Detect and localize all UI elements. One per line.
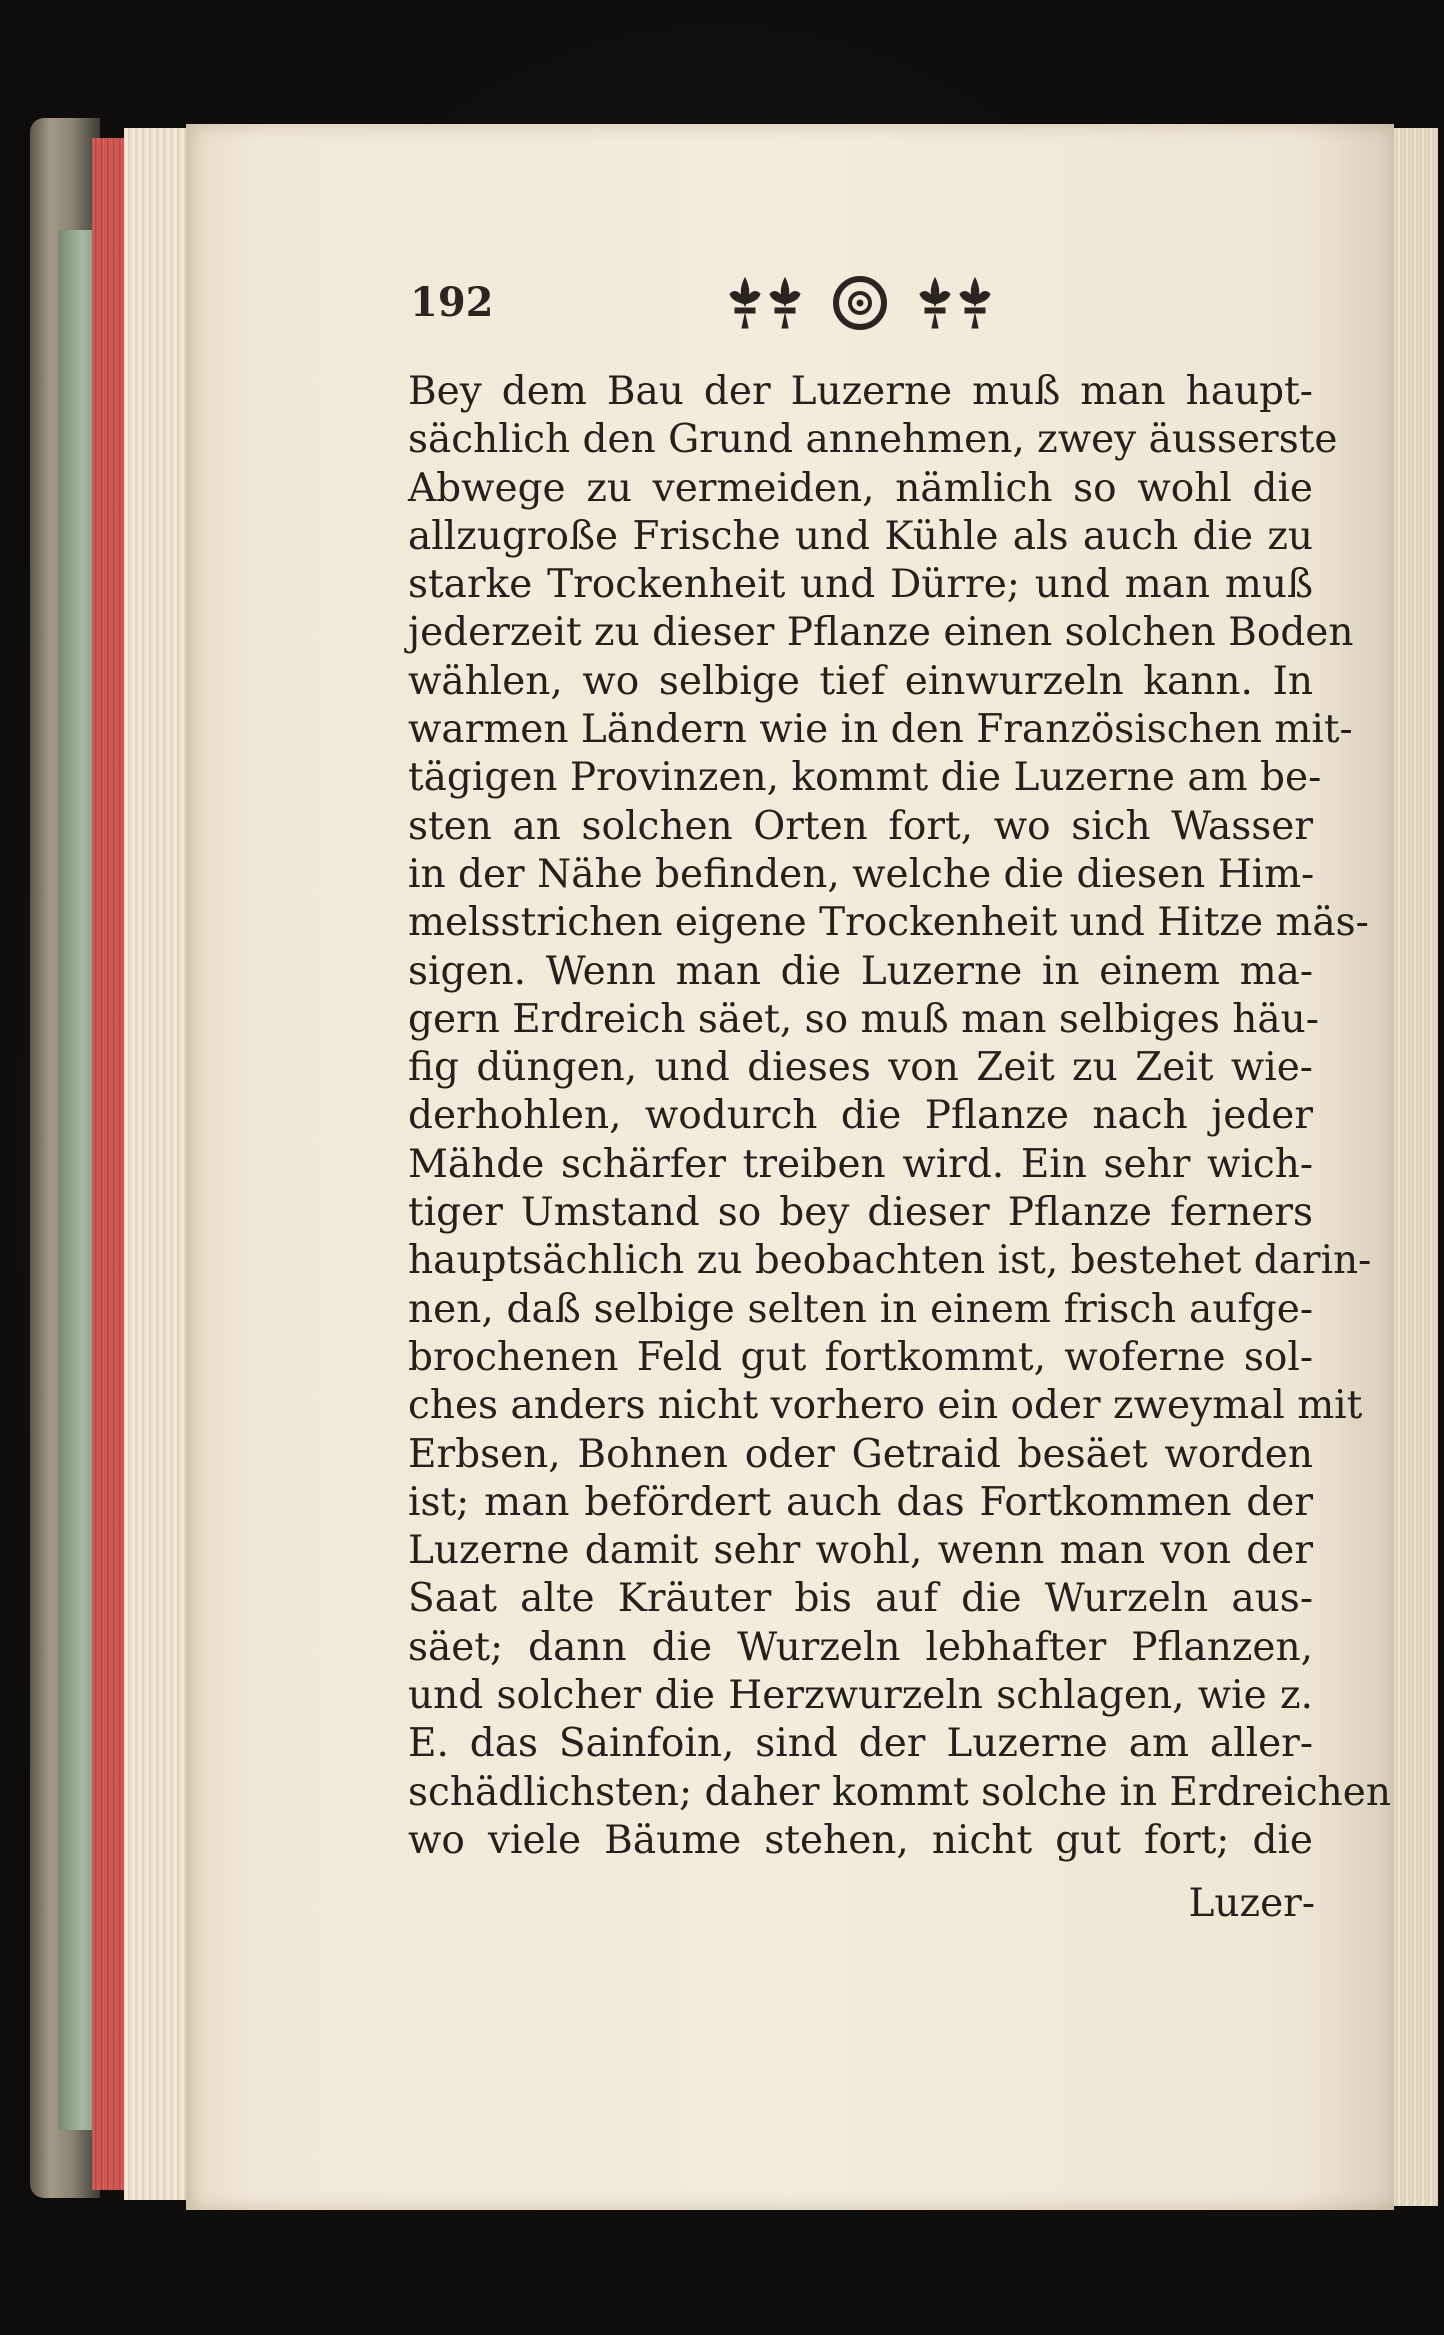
text-line: schädlichsten; daher kommt solche in Erdreichen bbox=[408, 1769, 1391, 1815]
text-line: Erbsen, Bohnen oder Getraid besäet worden bbox=[408, 1431, 1313, 1477]
text-line: jederzeit zu dieser Pflanze einen solchen Boden bbox=[408, 610, 1354, 656]
text-line: säet; dann die Wurzeln lebhafter Pflanzen, bbox=[408, 1624, 1313, 1670]
text-line: sächlich den Grund annehmen, zwey äusserste bbox=[408, 417, 1338, 463]
text-line: ist; man befördert auch das Fortkommen der bbox=[408, 1479, 1313, 1525]
text-line: derhohlen, wodurch die Pflanze nach jeder bbox=[408, 1093, 1313, 1139]
text-line: Abwege zu vermeiden, nämlich so wohl die bbox=[408, 465, 1313, 511]
page-header bbox=[410, 268, 1310, 338]
text-line: starke Trockenheit und Dürre; und man muß bbox=[408, 562, 1313, 608]
text-line: Luzerne damit sehr wohl, wenn man von der bbox=[408, 1528, 1313, 1574]
text-line: melsstrichen eigene Trockenheit und Hitze mäs- bbox=[408, 900, 1369, 946]
fleur-de-lis-icon bbox=[730, 278, 760, 328]
text-line: sigen. Wenn man die Luzerne in einem ma- bbox=[408, 948, 1313, 994]
text-line: sten an solchen Orten fort, wo sich Wasser bbox=[408, 803, 1313, 849]
fleur-de-lis-icon bbox=[920, 278, 950, 328]
text-line: brochenen Feld gut fortkommt, woferne sol- bbox=[408, 1334, 1313, 1380]
page-stack-left bbox=[124, 128, 188, 2200]
rosette-icon bbox=[836, 279, 884, 327]
text-line: E. das Sainfoin, sind der Luzerne am aller- bbox=[408, 1721, 1313, 1767]
text-line: Bey dem Bau der Luzerne muß man haupt- bbox=[408, 369, 1313, 414]
red-page-edge bbox=[92, 138, 124, 2190]
page-number: 192 bbox=[410, 279, 494, 326]
body-text bbox=[408, 368, 1391, 1865]
text-line: fig düngen, und dieses von Zeit zu Zeit wie- bbox=[408, 1045, 1313, 1091]
fleur-de-lis-icon bbox=[770, 278, 800, 328]
text-line: ches anders nicht vorhero ein oder zweymal mit bbox=[408, 1383, 1363, 1429]
text-line: und solcher die Herzwurzeln schlagen, wie z. bbox=[408, 1673, 1313, 1719]
text-line: Mähde schärfer treiben wird. Ein sehr wich- bbox=[408, 1141, 1313, 1187]
text-line: nen, daß selbige selten in einem frisch aufge- bbox=[408, 1286, 1313, 1332]
text-line: allzugroße Frische und Kühle als auch die zu bbox=[408, 513, 1313, 559]
text-line: hauptsächlich zu beobachten ist, bestehet darin- bbox=[408, 1238, 1372, 1284]
fleuron-ornament-icon bbox=[695, 268, 1025, 338]
text-line: tägigen Provinzen, kommt die Luzerne am be- bbox=[408, 755, 1322, 801]
text-line: wo viele Bäume stehen, nicht gut fort; die bbox=[408, 1817, 1313, 1863]
text-line: tiger Umstand so bey dieser Pflanze ferners bbox=[408, 1190, 1313, 1236]
page-stack-right bbox=[1394, 128, 1438, 2206]
catchword: Luzer- bbox=[1188, 1881, 1315, 1926]
fleur-de-lis-icon bbox=[960, 278, 990, 328]
text-line: in der Nähe befinden, welche die diesen Him- bbox=[408, 851, 1315, 897]
text-line: gern Erdreich säet, so muß man selbiges häu- bbox=[408, 996, 1319, 1042]
text-line: Saat alte Kräuter bis auf die Wurzeln aus- bbox=[408, 1576, 1313, 1622]
table-surface bbox=[0, 2210, 1444, 2335]
text-line: warmen Ländern wie in den Französischen mit- bbox=[408, 707, 1353, 753]
text-line: wählen, wo selbige tief einwurzeln kann. In bbox=[408, 658, 1313, 704]
